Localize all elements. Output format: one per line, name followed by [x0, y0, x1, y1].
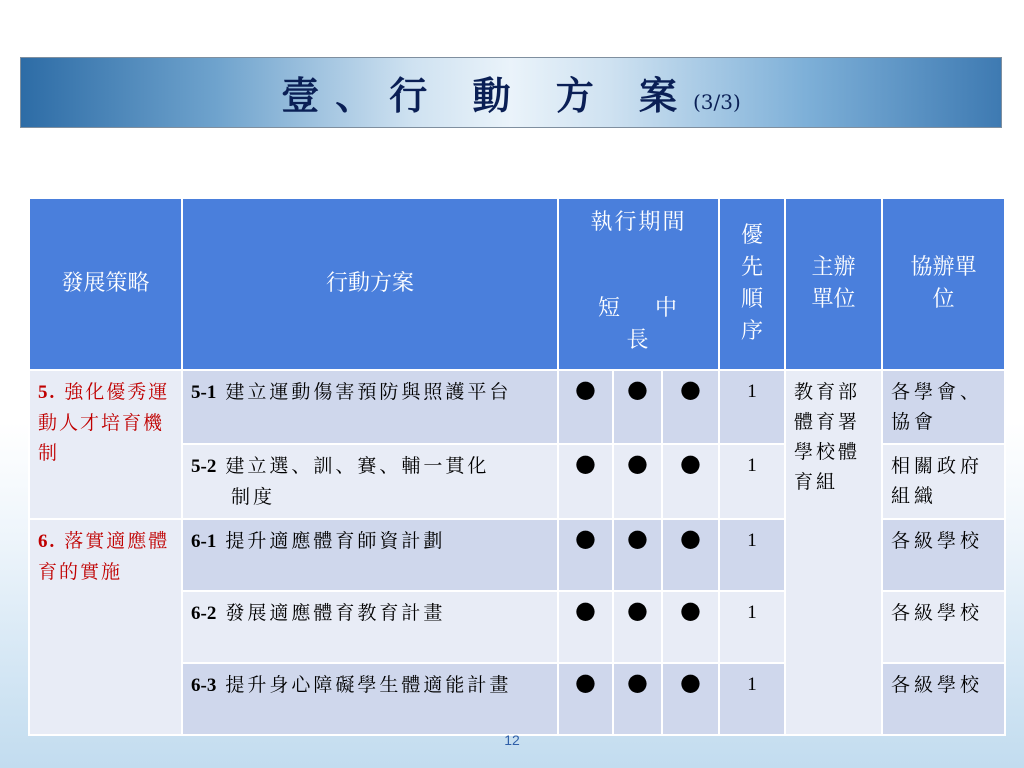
page-title: 壹、行 動 方 案(3/3): [281, 73, 741, 118]
strategy-label: 落實適應體育的實施: [38, 530, 170, 583]
header-coop: 協辦單位: [882, 198, 1005, 370]
action-number: 5-2: [191, 456, 217, 477]
action-cell: [182, 370, 558, 444]
short-term-dot: ●: [558, 370, 613, 444]
action-text-continued: 制度: [231, 486, 276, 508]
table-row: [29, 370, 1005, 444]
mid-term-dot: ●: [613, 370, 662, 444]
page-number: 12: [504, 732, 520, 748]
header-priority: 優先順序: [719, 198, 785, 370]
strategy-number: 6.: [38, 531, 57, 552]
short-term-dot: ●: [558, 444, 613, 519]
long-term-dot: ●: [662, 370, 719, 444]
coop-unit-cell: 各級學校: [882, 663, 1005, 735]
coop-unit-cell: 各級學校: [882, 519, 1005, 591]
page-title-suffix: (3/3): [692, 90, 741, 114]
priority-value: 1: [719, 370, 785, 444]
mid-term-dot: ●: [613, 519, 662, 591]
short-term-dot: ●: [558, 591, 613, 663]
action-cell: [182, 519, 558, 591]
header-period-label: 執行期間: [590, 210, 687, 235]
action-text: 發展適應體育教育計畫: [225, 602, 446, 624]
priority-value: 1: [719, 444, 785, 519]
strategy-label: 強化優秀運動人才培育機制: [38, 381, 170, 464]
long-term-dot: ●: [662, 519, 719, 591]
action-number: 6-3: [191, 675, 217, 696]
long-term-dot: ●: [662, 444, 719, 519]
action-cell: [182, 444, 558, 519]
mid-term-dot: ●: [613, 663, 662, 735]
header-period-sub: 短 中 長: [598, 296, 692, 353]
title-banner: [20, 57, 1002, 128]
host-unit-cell: 教育部體育署學校體育組: [785, 370, 882, 735]
header-host: 主辦單位: [785, 198, 882, 370]
header-action: 行動方案: [182, 198, 558, 370]
mid-term-dot: ●: [613, 591, 662, 663]
strategy-cell-6: [29, 519, 182, 735]
priority-value: 1: [719, 663, 785, 735]
coop-unit-cell: 相關政府組織: [882, 444, 1005, 519]
action-text: 建立運動傷害預防與照護平台: [225, 381, 512, 403]
action-number: 5-1: [191, 382, 217, 403]
strategy-cell-5: [29, 370, 182, 519]
action-plan-table: [28, 197, 1006, 736]
action-text: 建立選、訓、賽、輔一貫化: [225, 455, 490, 477]
priority-value: 1: [719, 591, 785, 663]
action-number: 6-1: [191, 531, 217, 552]
long-term-dot: ●: [662, 591, 719, 663]
coop-unit-cell: 各級學校: [882, 591, 1005, 663]
strategy-number: 5.: [38, 382, 57, 403]
action-cell: [182, 663, 558, 735]
long-term-dot: ●: [662, 663, 719, 735]
header-period: [558, 198, 719, 370]
action-text: 提升身心障礙學生體適能計畫: [225, 674, 512, 696]
header-strategy: 發展策略: [29, 198, 182, 370]
short-term-dot: ●: [558, 519, 613, 591]
mid-term-dot: ●: [613, 444, 662, 519]
coop-unit-cell: 各學會、協會: [882, 370, 1005, 444]
short-term-dot: ●: [558, 663, 613, 735]
action-text: 提升適應體育師資計劃: [225, 530, 446, 552]
priority-value: 1: [719, 519, 785, 591]
action-cell: [182, 591, 558, 663]
action-number: 6-2: [191, 603, 217, 624]
